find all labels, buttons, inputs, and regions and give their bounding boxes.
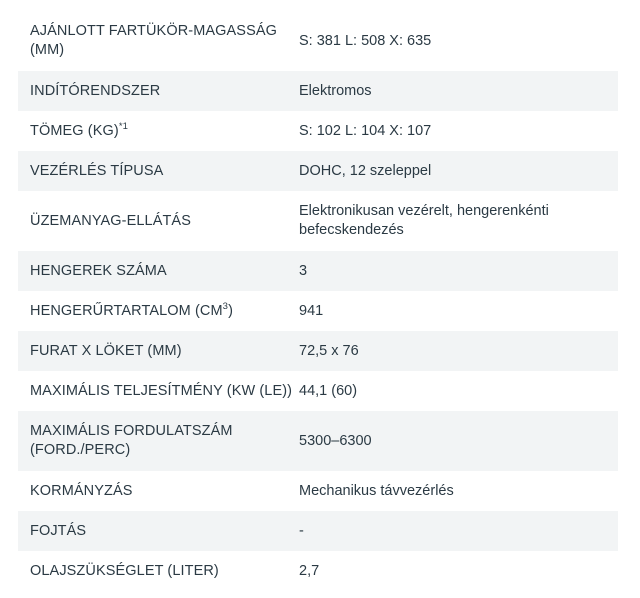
spec-label: AJÁNLOTT FARTÜKÖR-MAGASSÁG (MM) [30, 23, 277, 58]
spec-value: - [299, 522, 304, 539]
spec-label-text: TÖMEG (KG) [30, 122, 119, 139]
spec-row-fojtas [18, 511, 618, 551]
spec-value: 3 [299, 262, 308, 279]
spec-row-hengerurtartalom [18, 291, 618, 331]
spec-value: S: 102 L: 104 X: 107 [299, 122, 432, 139]
spec-label [30, 122, 299, 141]
spec-row-hengerek [18, 251, 618, 291]
spec-value: Elektronikusan vezérelt, hengerenkénti befecskendezés [299, 203, 549, 238]
specifications-table [18, 11, 618, 591]
spec-label: MAXIMÁLIS FORDULATSZÁM (FORD./PERC) [30, 423, 233, 458]
spec-value: Mechanikus távvezérlés [299, 482, 454, 499]
spec-label: INDÍTÓRENDSZER [30, 82, 161, 99]
spec-row-tomeg [18, 111, 618, 151]
spec-row-kormanyzas [18, 471, 618, 511]
spec-value: Elektromos [299, 82, 372, 99]
spec-row-teljesitmeny [18, 371, 618, 411]
spec-value: 2,7 [299, 562, 320, 579]
spec-value: DOHC, 12 szeleppel [299, 162, 432, 179]
spec-row-fartukor [18, 11, 618, 71]
spec-row-inditorendszer [18, 71, 618, 111]
spec-row-fordulatszam [18, 411, 618, 471]
spec-label-text: HENGERŰRTARTALOM (CM [30, 302, 223, 319]
spec-label [30, 302, 299, 321]
spec-row-olajszukseglet [18, 551, 618, 591]
footnote-marker: *1 [118, 120, 128, 132]
spec-label: FOJTÁS [30, 522, 87, 539]
spec-label-suffix: ) [228, 302, 233, 319]
spec-label: HENGEREK SZÁMA [30, 262, 167, 279]
spec-label: VEZÉRLÉS TÍPUSA [30, 162, 164, 179]
spec-row-furat-loket [18, 331, 618, 371]
superscript-three: 3 [222, 300, 229, 312]
spec-value: 44,1 (60) [299, 382, 358, 399]
spec-label: KORMÁNYZÁS [30, 482, 133, 499]
spec-value: S: 381 L: 508 X: 635 [299, 32, 432, 49]
spec-label: ÜZEMANYAG-ELLÁTÁS [30, 212, 191, 229]
spec-value: 72,5 x 76 [299, 342, 359, 359]
spec-label: OLAJSZÜKSÉGLET (LITER) [30, 562, 219, 579]
spec-row-uzemanyag [18, 191, 618, 251]
spec-value: 5300–6300 [299, 432, 372, 449]
spec-value: 941 [299, 302, 324, 319]
spec-row-vezerles [18, 151, 618, 191]
spec-label: FURAT X LÖKET (MM) [30, 342, 182, 359]
spec-label: MAXIMÁLIS TELJESÍTMÉNY (KW (LE)) [30, 382, 293, 399]
